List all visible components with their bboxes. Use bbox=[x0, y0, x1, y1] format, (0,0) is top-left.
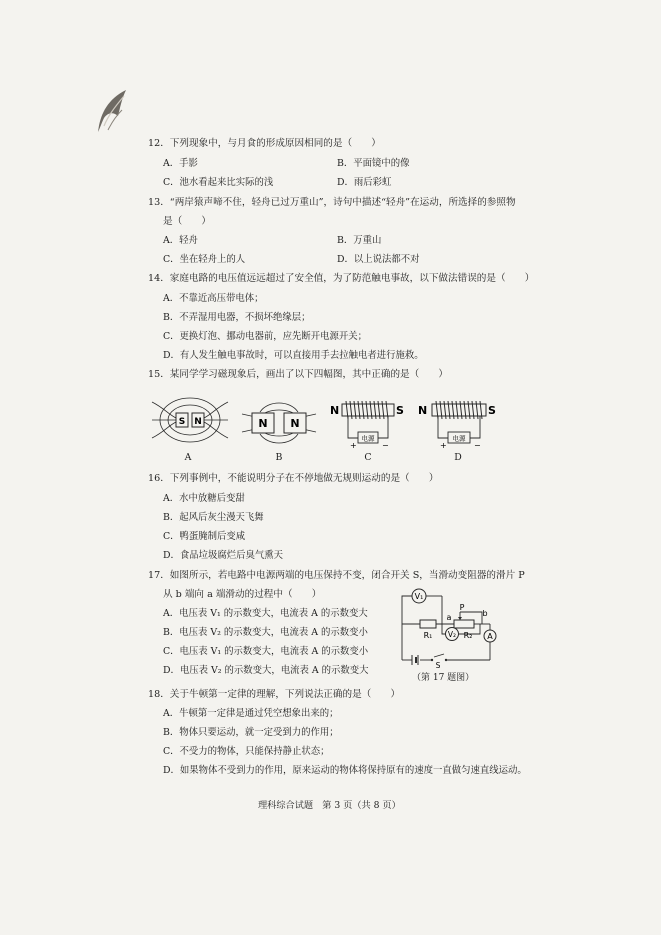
fig-d-pole-s: S bbox=[488, 404, 496, 417]
q16-option-d: D．食品垃圾腐烂后臭气熏天 bbox=[163, 550, 284, 561]
circuit-switch: S bbox=[435, 661, 441, 668]
q13-stem-cont: 是（ ） bbox=[163, 216, 211, 227]
q18-option-c: C．不受力的物体，只能保持静止状态； bbox=[163, 746, 330, 757]
q12-option-d: D．雨后彩虹 bbox=[337, 177, 392, 188]
q15-figure-a bbox=[150, 388, 230, 450]
q16-option-b: B．起风后灰尘漫天飞舞 bbox=[163, 512, 264, 523]
q18-stem: 18．关于牛顿第一定律的理解，下列说法正确的是（ ） bbox=[148, 689, 401, 700]
q16-stem: 16．下列事例中，不能说明分子在不停地做无规则运动的是（ ） bbox=[148, 473, 439, 484]
q13-option-b: B．万重山 bbox=[337, 235, 382, 246]
q18-option-d: D．如果物体不受到力的作用，原来运动的物体将保持原有的速度一直做匀速直线运动。 bbox=[163, 765, 527, 776]
fig-d-minus: − bbox=[474, 441, 481, 450]
q12-option-a: A．手影 bbox=[163, 158, 198, 169]
circuit-r2: R₂ bbox=[463, 631, 473, 640]
q13-option-a: A．轻舟 bbox=[163, 235, 198, 246]
q15-stem: 15．某同学学习磁现象后，画出了以下四幅图，其中正确的是（ ） bbox=[148, 369, 449, 380]
fig-b-pole-n2: N bbox=[290, 417, 300, 430]
q17-figure-caption: （第 17 题图） bbox=[412, 673, 475, 683]
fig-c-pole-n: N bbox=[330, 404, 340, 417]
q16-option-a: A．水中放糖后变甜 bbox=[163, 493, 245, 504]
fig-c-minus: − bbox=[382, 441, 389, 450]
q16-option-c: C．鸭蛋腌制后变咸 bbox=[163, 531, 246, 542]
q14-option-b: B．不弄湿用电器，不损坏绝缘层； bbox=[163, 312, 311, 323]
fig-c-source: 电源 bbox=[361, 434, 375, 443]
fig-c-pole-s: S bbox=[396, 404, 404, 417]
fig-a-pole-n: N bbox=[194, 417, 202, 427]
q17-option-c: C．电压表 V₁ 的示数变大，电流表 A 的示数变小 bbox=[163, 646, 369, 657]
circuit-slider-p: P bbox=[459, 603, 465, 612]
q13-stem: 13．“两岸猿声啼不住，轻舟已过万重山”，诗句中描述“轻舟”在运动，所选择的参照物 bbox=[148, 197, 516, 208]
page-footer: 理科综合试题 第 3 页（共 8 页） bbox=[258, 800, 401, 811]
q12-option-c: C．池水看起来比实际的浅 bbox=[163, 177, 274, 188]
q17-stem: 17．如图所示，若电路中电源两端的电压保持不变，闭合开关 S，当滑动变阻器的滑片 P bbox=[148, 570, 525, 581]
circuit-r1: R₁ bbox=[423, 631, 433, 640]
circuit-ammeter: A bbox=[487, 632, 493, 641]
q13-option-c: C．坐在轻舟上的人 bbox=[163, 254, 246, 265]
q14-option-c: C．更换灯泡、挪动电器前，应先断开电源开关； bbox=[163, 331, 368, 342]
q12-stem: 12．下列现象中，与月食的形成原因相同的是（ ） bbox=[148, 138, 381, 149]
corner-ornament-icon bbox=[96, 86, 130, 134]
fig-c-plus: + bbox=[350, 441, 357, 450]
q15-label-a: A bbox=[184, 452, 192, 463]
q17-circuit-diagram bbox=[390, 586, 502, 668]
q15-figure-d bbox=[416, 398, 500, 450]
q18-option-b: B．物体只要运动，就一定受到力的作用； bbox=[163, 727, 339, 738]
circuit-a-end: a bbox=[446, 613, 452, 622]
q13-option-d: D．以上说法都不对 bbox=[337, 254, 420, 265]
q15-figure-c bbox=[326, 398, 408, 450]
q15-label-c: C bbox=[364, 452, 372, 463]
fig-a-pole-s: S bbox=[178, 417, 186, 427]
fig-b-pole-n1: N bbox=[258, 417, 268, 430]
q12-option-b: B．平面镜中的像 bbox=[337, 158, 410, 169]
q14-option-d: D．有人发生触电事故时，可以直接用手去拉触电者进行施救。 bbox=[163, 350, 424, 361]
q15-figure-b bbox=[238, 398, 320, 448]
circuit-v2: V₂ bbox=[447, 630, 457, 639]
q17-stem-cont: 从 b 端向 a 端滑动的过程中（ ） bbox=[163, 589, 322, 600]
circuit-v1: V₁ bbox=[414, 592, 424, 601]
q17-option-a: A．电压表 V₁ 的示数变大，电流表 A 的示数变大 bbox=[163, 608, 368, 619]
q15-label-d: D bbox=[454, 452, 462, 463]
circuit-b-end: b bbox=[482, 609, 488, 618]
q14-option-a: A．不靠近高压带电体； bbox=[163, 293, 264, 304]
q18-option-a: A．牛顿第一定律是通过凭空想象出来的； bbox=[163, 708, 339, 719]
fig-d-plus: + bbox=[440, 441, 447, 450]
q15-label-b: B bbox=[275, 452, 283, 463]
q17-option-b: B．电压表 V₂ 的示数变大，电流表 A 的示数变小 bbox=[163, 627, 368, 638]
q17-option-d: D．电压表 V₂ 的示数变大，电流表 A 的示数变大 bbox=[163, 665, 369, 676]
fig-d-source: 电源 bbox=[452, 434, 466, 443]
q14-stem: 14．家庭电路的电压值远远超过了安全值，为了防范触电事故，以下做法错误的是（ ） bbox=[148, 273, 535, 284]
fig-d-pole-n: N bbox=[418, 404, 428, 417]
